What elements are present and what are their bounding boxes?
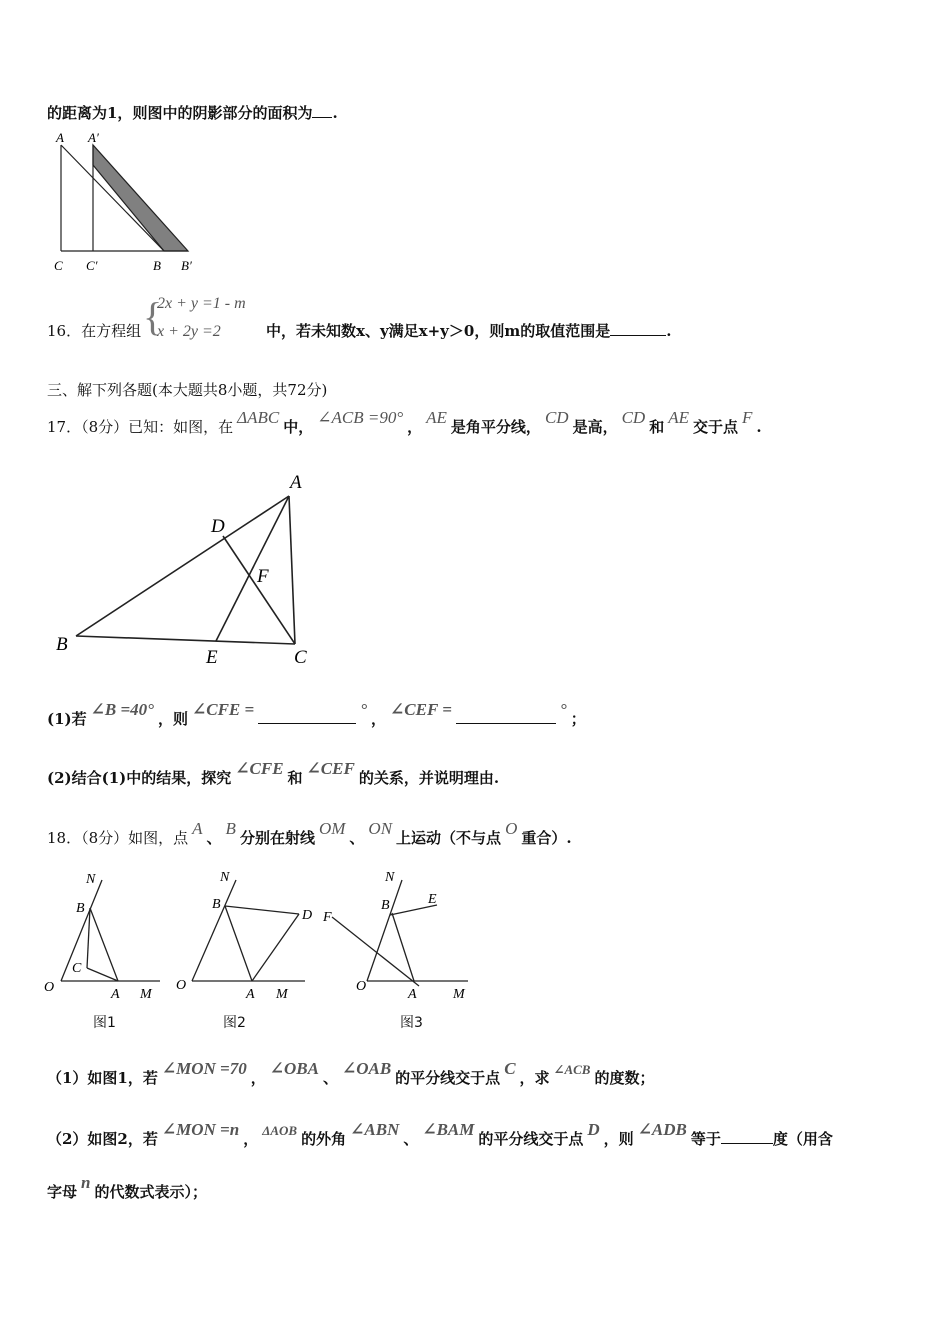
math-ON: ON	[368, 819, 393, 838]
label-B: B	[212, 897, 221, 912]
ray-ON	[192, 880, 236, 981]
q18-p2-t4: 的平分线交于点	[478, 1130, 584, 1148]
math-triangle-ABC: ΔABC	[237, 408, 280, 427]
q17-t7: .	[756, 418, 762, 436]
q18-p2-t1: ，	[243, 1130, 259, 1148]
math-angle-ABN: ∠ABN	[350, 1120, 400, 1139]
q18-stem	[47, 819, 572, 848]
q15-answer-blank[interactable]	[312, 103, 332, 118]
math-triangle-AOB: ΔAOB	[262, 1123, 298, 1138]
label-F: F	[323, 910, 332, 925]
q17-t2: ，	[407, 418, 423, 436]
q18-p2-t6: 等于	[690, 1130, 721, 1148]
math-angle-OAB: ∠OAB	[341, 1059, 392, 1078]
q17-stem	[47, 408, 762, 437]
q17-t5: 和	[649, 418, 665, 436]
label-E: E	[206, 647, 218, 668]
label-B: B	[381, 898, 390, 913]
math-angle-BAM: ∠BAM	[422, 1120, 475, 1139]
q16-condition: 中，若未知数x、y满足x+y＞0，则m的取值范围是	[266, 322, 611, 340]
q17-p2-t2: 的关系，并说明理由.	[358, 769, 500, 787]
q18-p2-t7: 度（用含	[772, 1130, 833, 1148]
q17-t3: 是角平分线，	[450, 418, 541, 436]
label-O: O	[356, 979, 367, 994]
math-OM: OM	[318, 819, 346, 838]
q18-p2-l2b: 的代数式表示）；	[94, 1183, 207, 1201]
math-C: C	[504, 1059, 516, 1078]
q18-t1: 、	[206, 829, 222, 847]
q18-p1-t1: ，	[250, 1069, 266, 1087]
q17-p1-pre: (1)若	[47, 710, 87, 728]
label-B: B	[76, 901, 85, 916]
math-angle-ACB: ∠ACB	[553, 1062, 591, 1077]
label-B: B	[56, 634, 68, 655]
math-AE-2: AE	[668, 408, 689, 427]
math-angle-ADB: ∠ADB	[637, 1120, 687, 1139]
segment-BD	[225, 906, 299, 914]
q16-equation-1: 2x + y =1 - m	[157, 295, 246, 312]
math-angle-B: ∠B =40°	[90, 700, 154, 719]
math-angle-ACB: ∠ACB =90°	[317, 408, 404, 427]
label-D: D	[302, 908, 313, 923]
q18-p1-t5: 的度数；	[594, 1069, 655, 1087]
q16-text	[266, 321, 671, 341]
q17-blank-CEF[interactable]	[456, 709, 556, 724]
q18-figure-1	[40, 865, 170, 1005]
label-B-prime: B′	[181, 258, 192, 273]
q18-figure-2	[170, 865, 340, 1005]
q18-part2	[47, 1120, 833, 1150]
q16-answer-blank[interactable]	[610, 321, 666, 336]
segment-AB	[61, 145, 164, 251]
q18-part1	[47, 1059, 655, 1089]
math-CD: CD	[544, 408, 569, 427]
q18-answer-blank[interactable]	[721, 1129, 773, 1144]
label-N: N	[220, 870, 230, 885]
label-N: N	[385, 870, 395, 885]
q17-part2	[47, 759, 500, 788]
math-angle-CEF: ∠CEF =	[390, 700, 452, 719]
label-O: O	[44, 980, 55, 995]
q15-text	[47, 103, 338, 123]
label-C: C	[72, 961, 82, 976]
q18-t4: 上运动（不与点	[396, 829, 502, 847]
math-angle-CFE: ∠CFE =	[191, 700, 255, 719]
q17-p2-t1: 和	[287, 769, 303, 787]
label-N: N	[86, 872, 96, 887]
q18-p2-t3: 、	[403, 1130, 419, 1148]
q18-figure-3	[323, 865, 485, 1005]
math-n: n	[81, 1173, 91, 1192]
q18-p2-t5: ，则	[603, 1130, 634, 1148]
q17-number: 17．（8分）已知：如图，在	[47, 418, 234, 436]
q18-p1-t3: 的平分线交于点	[395, 1069, 501, 1087]
math-angle-CEF-2: ∠CEF	[306, 759, 355, 778]
q18-figure-1-caption: 图1	[93, 1015, 116, 1031]
segment-BA	[392, 913, 414, 981]
math-F: F	[742, 408, 753, 427]
label-D: D	[211, 516, 225, 537]
label-F: F	[257, 566, 269, 587]
q17-p1-t1: ，则	[157, 710, 188, 728]
q18-p1-t2: 、	[322, 1069, 338, 1087]
label-C-prime: C′	[86, 258, 98, 273]
shaded-region	[93, 145, 188, 251]
q18-figure-3-caption: 图3	[400, 1015, 423, 1031]
q18-number: 18．（8分）如图，点	[47, 829, 189, 847]
label-A: A	[56, 130, 64, 145]
ray-ON	[61, 880, 102, 981]
q17-figure	[40, 465, 340, 675]
math-angle-MON-n: ∠MON =n	[161, 1120, 240, 1139]
q15-tail: 的距离为1，则图中的阴影部分的面积为	[47, 104, 313, 122]
label-A: A	[290, 472, 302, 493]
math-angle-OBA: ∠OBA	[269, 1059, 319, 1078]
degree-2: °	[559, 700, 567, 719]
label-A: A	[111, 987, 120, 1002]
q18-t5: 重合）.	[521, 829, 572, 847]
q15-figure	[40, 130, 220, 280]
q17-blank-CFE[interactable]	[258, 709, 356, 724]
q18-p2-t2: 的外角	[301, 1130, 347, 1148]
math-B: B	[225, 819, 236, 838]
section-title: 三、解下列各题(本大题共8小题，共72分)	[47, 381, 328, 399]
q17-p1-t2: ，	[371, 710, 387, 728]
segment-BA	[225, 906, 252, 981]
label-B: B	[153, 258, 161, 273]
label-M: M	[453, 987, 465, 1002]
q16-end: .	[666, 322, 672, 340]
math-CD-2: CD	[621, 408, 646, 427]
q15-end: .	[332, 104, 338, 122]
q16-equation-2: x + 2y =2	[157, 323, 221, 340]
q18-figure-2-caption: 图2	[223, 1015, 246, 1031]
q18-p2-l2a: 字母	[47, 1183, 78, 1201]
q18-p1-pre: （1）如图1，若	[47, 1069, 158, 1087]
q17-p1-end: ；	[570, 710, 586, 728]
q17-t6: 交于点	[693, 418, 739, 436]
q18-p2-pre: （2）如图2，若	[47, 1130, 158, 1148]
math-AE: AE	[426, 408, 447, 427]
segment-BA	[90, 908, 118, 981]
label-A: A	[408, 987, 417, 1002]
label-C: C	[294, 647, 307, 668]
q17-part1	[47, 700, 586, 729]
q16-number: 16．在方程组	[47, 322, 142, 340]
label-E: E	[428, 892, 437, 907]
label-M: M	[140, 987, 152, 1002]
math-angle-CFE-2: ∠CFE	[235, 759, 284, 778]
q18-t2: 分别在射线	[239, 829, 315, 847]
label-A: A	[246, 987, 255, 1002]
segment-CD	[223, 536, 295, 644]
math-D: D	[587, 1120, 600, 1139]
ray-ON	[367, 880, 402, 981]
label-A-prime: A′	[88, 130, 99, 145]
label-C: C	[54, 258, 63, 273]
q18-p1-t4: ，求	[519, 1069, 550, 1087]
segment-BC	[76, 636, 295, 644]
math-A: A	[192, 819, 203, 838]
label-O: O	[176, 978, 187, 993]
q17-t4: 是高，	[572, 418, 618, 436]
line-FA	[332, 917, 419, 986]
q18-t3: 、	[349, 829, 365, 847]
label-M: M	[276, 987, 288, 1002]
equation-brace: {	[143, 294, 163, 339]
q17-p2-pre: (2)结合(1)中的结果，探究	[47, 769, 232, 787]
segment-AC	[289, 496, 295, 644]
degree-1: °	[360, 700, 367, 719]
segment-AD	[252, 914, 299, 981]
q18-part2-line2	[47, 1173, 207, 1202]
q17-t1: 中，	[283, 418, 314, 436]
math-O: O	[505, 819, 518, 838]
math-angle-MON: ∠MON =70	[161, 1059, 247, 1078]
